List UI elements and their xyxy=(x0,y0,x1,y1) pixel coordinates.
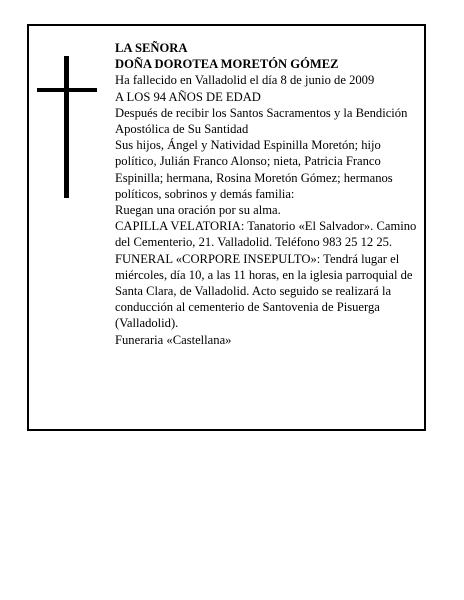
age-statement: A LOS 94 AÑOS DE EDAD xyxy=(115,89,261,104)
obituary-notice xyxy=(27,24,426,431)
cross-vertical-bar xyxy=(64,56,69,198)
family-list: Sus hijos, Ángel y Natividad Espinilla Moretón; hijo político, Julián Franco Alonso; nieta, Patricia Franco Espinilla; hermana, Rosina Moretón Gómez; hermanos políticos, sobrinos y demás familia: xyxy=(115,138,393,201)
prayer-request: Ruegan una oración por su alma. xyxy=(115,203,281,218)
cross-horizontal-bar xyxy=(37,88,97,92)
obituary-text xyxy=(115,40,425,348)
sacraments-statement: Después de recibir los Santos Sacramentos y la Bendición Apostólica de Su Santidad xyxy=(115,105,408,137)
notice-title: LA SEÑORA xyxy=(115,41,188,55)
funeral-home: Funeraria «Castellana» xyxy=(115,332,232,347)
cross-icon xyxy=(37,56,97,198)
funeral-info: FUNERAL «CORPORE INSEPULTO»: Tendrá lugar el miércoles, día 10, a las 11 horas, en la iglesia parroquial de Santa Clara, de Valladolid. Acto seguido se realizará la conducción al cementerio de Santovenia de Pisuerga (Valladolid). xyxy=(115,251,413,331)
deceased-name: DOÑA DOROTEA MORETÓN GÓMEZ xyxy=(115,57,339,72)
death-statement: Ha fallecido en Valladolid el día 8 de junio de 2009 xyxy=(115,73,375,88)
chapel-info: CAPILLA VELATORIA: Tanatorio «El Salvador». Camino del Cementerio, 21. Valladolid. Teléfono 983 25 12 25. xyxy=(115,219,417,250)
